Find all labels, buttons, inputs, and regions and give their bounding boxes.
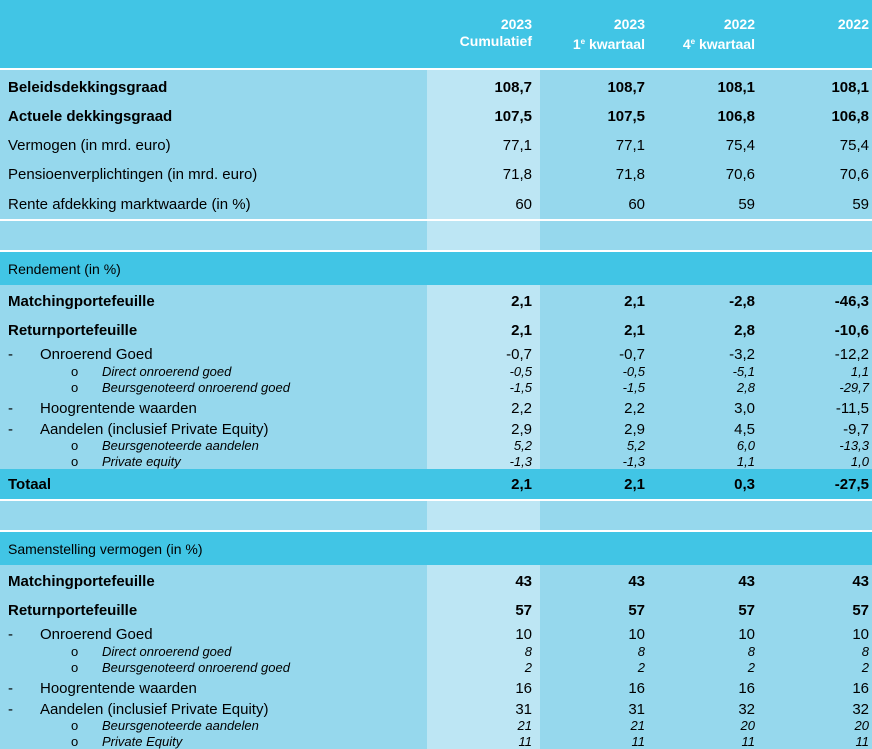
cell-value: 2,1 [511,322,532,339]
section-title: Rendement (in %) [8,260,121,277]
cell-value: 10 [738,625,755,643]
cell-value: 107,5 [494,108,532,125]
row-hoogrentende-waarden [0,677,872,699]
cell-value: 43 [628,573,645,590]
row-beursgenoteerde-aandelen [0,717,872,733]
divider [0,219,872,221]
cell-value: 60 [515,196,532,213]
header-row [0,0,872,68]
cell-value: 10 [628,625,645,643]
row-label-text: Beursgenoteerd onroerend goed [102,379,290,395]
cell-value: -0,7 [506,345,532,363]
row-label: Vermogen (in mrd. euro) [8,137,171,154]
row-label-text: Private Equity [102,733,183,749]
row-label [0,643,427,659]
row-label-text: Beursgenoteerde aandelen [102,717,259,733]
row-label [0,397,427,419]
header-year: 2022 [723,16,755,32]
row-rente-afdekking [0,190,872,219]
column-header-2023-cumulatief [427,0,540,68]
cell-value: 2,1 [624,475,645,493]
row-aandelen [0,419,872,439]
row-private-equity [0,453,872,469]
dash-marker: - [8,420,13,438]
row-label [0,453,427,469]
cell-value: 0,3 [734,475,755,493]
header-year: 2023 [500,16,532,32]
cell-value: 16 [852,679,869,697]
row-beursgenoteerde-aandelen [0,437,872,453]
section-header-rendement [0,252,872,285]
cell-value: -1,5 [509,379,532,395]
cell-value: -27,5 [834,475,869,493]
dash-marker: - [8,679,13,697]
cell-value: -3,2 [729,345,755,363]
row-label: Matchingportefeuille [8,573,155,590]
cell-value: -11,5 [835,399,869,417]
row-label: Actuele dekkingsgraad [8,108,173,125]
cell-value: 16 [515,679,532,697]
column-highlight [427,501,540,530]
cell-value: 43 [738,573,755,590]
row-aandelen [0,699,872,719]
header-period [683,33,755,53]
cell-value: 43 [852,573,869,590]
cell-value: 2,1 [624,293,645,310]
cell-value: 10 [515,625,532,643]
row-label [0,733,427,749]
row-label-text: Aandelen (inclusief Private Equity) [40,420,269,438]
header-period-text: kwartaal [695,36,755,52]
row-label: Matchingportefeuille [8,293,155,310]
cell-value: 2,1 [511,293,532,310]
bullet-marker: o [71,363,79,379]
cell-value: 16 [738,679,755,697]
bullet-marker: o [71,643,79,659]
cell-value: -0,5 [622,363,645,379]
cell-value: 20 [854,717,869,733]
cell-value: -1,3 [622,453,645,469]
dash-marker: - [8,625,13,643]
cell-value: 70,6 [839,166,869,183]
cell-value: -1,3 [509,453,532,469]
cell-value: 2,9 [511,420,532,438]
cell-value: 8 [747,643,755,659]
row-label: Pensioenverplichtingen (in mrd. euro) [8,166,258,183]
cell-value: 11 [855,733,869,749]
row-beleidsdekkingsgraad [0,73,872,102]
row-private-equity [0,733,872,749]
cell-value: 77,1 [502,137,532,154]
cell-value: 1,1 [850,363,869,379]
cell-value: -13,3 [839,437,869,453]
row-label [0,677,427,699]
cell-value: -0,5 [509,363,532,379]
cell-value: 2,2 [624,399,645,417]
cell-value: 8 [861,643,869,659]
row-returnportefeuille [0,596,872,625]
cell-value: 2,9 [624,420,645,438]
cell-value: 70,6 [725,166,755,183]
cell-value: 75,4 [725,137,755,154]
cell-value: 2 [747,659,755,675]
bullet-marker: o [71,379,79,395]
cell-value: 77,1 [615,137,645,154]
cell-value: 8 [637,643,645,659]
cell-value: 1,1 [736,453,755,469]
row-beursgenoteerd-onroerend-goed [0,379,872,395]
cell-value: 75,4 [839,137,869,154]
cell-value: 71,8 [615,166,645,183]
cell-value: 5,2 [513,437,532,453]
cell-value: 21 [517,717,532,733]
cell-value: 11 [741,733,755,749]
cell-value: -1,5 [622,379,645,395]
cell-value: 2 [861,659,869,675]
cell-value: -0,7 [619,345,645,363]
header-period [573,33,645,53]
bullet-marker: o [71,437,79,453]
row-hoogrentende-waarden [0,397,872,419]
cell-value: 5,2 [626,437,645,453]
row-label [0,379,427,395]
row-label [0,419,427,439]
cell-value: -9,7 [843,420,869,438]
row-label-text: Direct onroerend goed [102,643,232,659]
row-label [0,345,427,363]
cell-value: -5,1 [732,363,755,379]
cell-value: -46,3 [834,293,869,310]
row-label: Rente afdekking marktwaarde (in %) [8,196,251,213]
cell-value: 1,0 [850,453,869,469]
row-label [0,363,427,379]
cell-value: 106,8 [717,108,755,125]
row-totaal [0,469,872,499]
cell-value: 10 [852,625,869,643]
cell-value: 2,8 [734,322,755,339]
cell-value: 71,8 [502,166,532,183]
row-label-text: Aandelen (inclusief Private Equity) [40,700,269,718]
cell-value: -12,2 [834,345,869,363]
cell-value: 107,5 [607,108,645,125]
row-label [0,699,427,719]
row-label-text: Hoogrentende waarden [40,679,197,697]
cell-value: 59 [852,196,869,213]
row-label-text: Direct onroerend goed [102,363,232,379]
row-label [0,625,427,643]
row-label: Returnportefeuille [8,322,138,339]
row-label: Beleidsdekkingsgraad [8,79,168,96]
cell-value: 108,1 [717,79,755,96]
row-direct-onroerend-goed [0,643,872,659]
cell-value: 108,7 [494,79,532,96]
divider [0,499,872,501]
section-header-samenstelling [0,532,872,565]
header-year: 2022 [837,16,869,32]
column-highlight [427,221,540,250]
cell-value: 2 [637,659,645,675]
row-beursgenoteerd-onroerend-goed [0,659,872,675]
cell-value: -2,8 [729,293,755,310]
dash-marker: - [8,700,13,718]
header-period-number: 1 [572,36,581,52]
cell-value: 21 [630,717,645,733]
header-period-sup: e [690,37,696,46]
cell-value: 57 [852,602,869,619]
cell-value: 32 [738,700,755,718]
cell-value: 32 [852,700,869,718]
cell-value: 57 [515,602,532,619]
cell-value: 2,2 [511,399,532,417]
row-pensioenverplichtingen [0,160,872,189]
row-matchingportefeuille [0,567,872,596]
row-vermogen [0,131,872,160]
cell-value: 57 [628,602,645,619]
row-label [0,437,427,453]
bullet-marker: o [71,733,79,749]
row-actuele-dekkingsgraad [0,102,872,131]
row-label [0,717,427,733]
row-label [0,659,427,675]
row-label-text: Onroerend Goed [40,345,153,363]
row-direct-onroerend-goed [0,363,872,379]
header-period-sup: e [580,37,586,46]
cell-value: 108,1 [831,79,869,96]
cell-value: 57 [738,602,755,619]
cell-value: 6,0 [736,437,755,453]
cell-value: 3,0 [734,399,755,417]
cell-value: -10,6 [834,322,869,339]
header-period: Cumulatief [459,33,532,49]
cell-value: 60 [628,196,645,213]
divider [0,68,872,70]
cell-value: 20 [740,717,755,733]
row-label: Returnportefeuille [8,602,138,619]
cell-value: 108,7 [607,79,645,96]
bullet-marker: o [71,659,79,675]
row-label-text: Beursgenoteerde aandelen [102,437,259,453]
bullet-marker: o [71,717,79,733]
cell-value: 43 [515,573,532,590]
cell-value: 11 [518,733,532,749]
row-onroerend-goed [0,345,872,363]
cell-value: 4,5 [734,420,755,438]
column-header-2022 [763,0,872,68]
cell-value: 59 [738,196,755,213]
dash-marker: - [8,399,13,417]
row-label-text: Onroerend Goed [40,625,153,643]
cell-value: -29,7 [839,379,869,395]
row-returnportefeuille [0,316,872,345]
column-header-2023-q1 [540,0,653,68]
row-label-text: Hoogrentende waarden [40,399,197,417]
column-header-2022-q4 [653,0,763,68]
row-label-text: Beursgenoteerd onroerend goed [102,659,290,675]
cell-value: 2,1 [511,475,532,493]
header-period-number: 4 [682,36,691,52]
header-period-text: kwartaal [585,36,645,52]
row-onroerend-goed [0,625,872,643]
cell-value: 16 [628,679,645,697]
cell-value: 2,8 [736,379,755,395]
row-matchingportefeuille [0,287,872,316]
header-year: 2023 [613,16,645,32]
bullet-marker: o [71,453,79,469]
cell-value: 8 [524,643,532,659]
row-label: Totaal [8,475,52,493]
section-title: Samenstelling vermogen (in %) [8,540,203,557]
cell-value: 31 [628,700,645,718]
cell-value: 106,8 [831,108,869,125]
cell-value: 31 [515,700,532,718]
cell-value: 11 [631,733,645,749]
dash-marker: - [8,345,13,363]
row-label-text: Private equity [102,453,181,469]
cell-value: 2 [524,659,532,675]
cell-value: 2,1 [624,322,645,339]
